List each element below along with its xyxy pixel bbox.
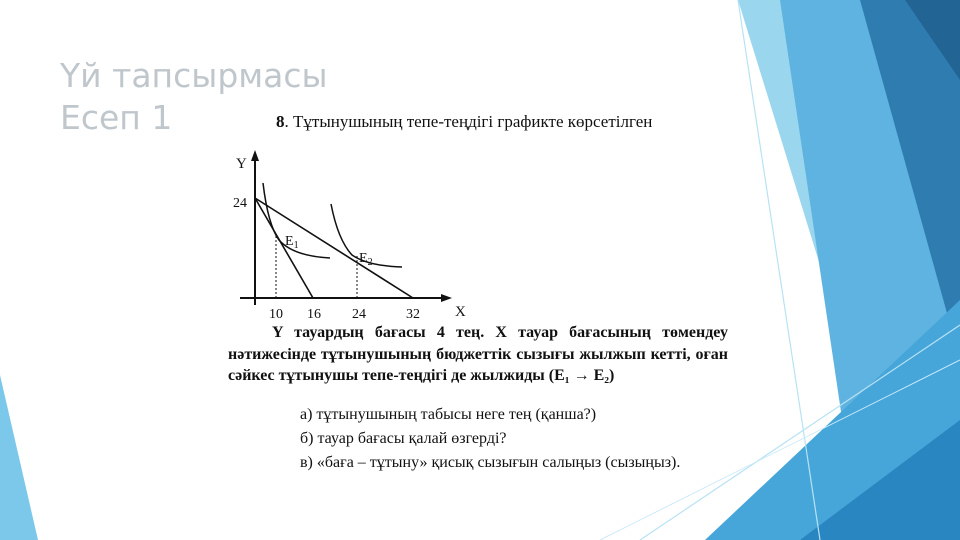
budget-line-2 xyxy=(255,198,413,298)
x-axis-arrow xyxy=(441,294,452,302)
question-c: в) «баға – тұтыну» қисық сызығын салыңыз (сызыңыз). xyxy=(300,454,681,471)
x-tick-32: 32 xyxy=(406,307,420,322)
y-tick-24: 24 xyxy=(233,196,247,211)
task-heading-text: . Тұтынушының тепе-теңдігі графикте көрсетілген xyxy=(284,112,653,131)
budget-line-1 xyxy=(255,198,313,298)
point-e2-label xyxy=(359,251,373,268)
task-paragraph: Y тауардың бағасы 4 тең. X тауар бағасының төмендеу нәтижесінде тұтынушының бюджеттік сызығы жылжып кетті, оған сәйкес тұтынушы тепе-теңдігі де жылжиды (E₁ → E₂) xyxy=(228,324,728,384)
point-e1-sub: 1 xyxy=(293,240,299,251)
question-list xyxy=(300,403,680,475)
task-number: 8 xyxy=(276,112,285,131)
task-heading xyxy=(276,112,652,132)
point-e2-main: E xyxy=(359,251,368,266)
point-e1-label xyxy=(285,234,299,251)
indifference-graph xyxy=(220,150,480,325)
x-tick-16: 16 xyxy=(307,307,321,322)
y-axis-label: Y xyxy=(236,156,247,172)
slide-title-line1: Үй тапсырмасы xyxy=(60,56,328,95)
deco-shape xyxy=(0,375,38,540)
point-e1-main: E xyxy=(285,234,294,249)
slide-title-line2: Есеп 1 xyxy=(60,98,173,137)
point-e2-sub: 2 xyxy=(367,257,373,268)
x-axis-label: X xyxy=(455,304,466,320)
question-a: а) тұтынушының табысы неге тең (қанша?) xyxy=(300,406,597,423)
x-tick-24: 24 xyxy=(352,307,366,322)
x-tick-10: 10 xyxy=(269,307,283,322)
question-b: б) тауар бағасы қалай өзгерді? xyxy=(300,430,507,447)
y-axis-arrow xyxy=(251,150,259,161)
